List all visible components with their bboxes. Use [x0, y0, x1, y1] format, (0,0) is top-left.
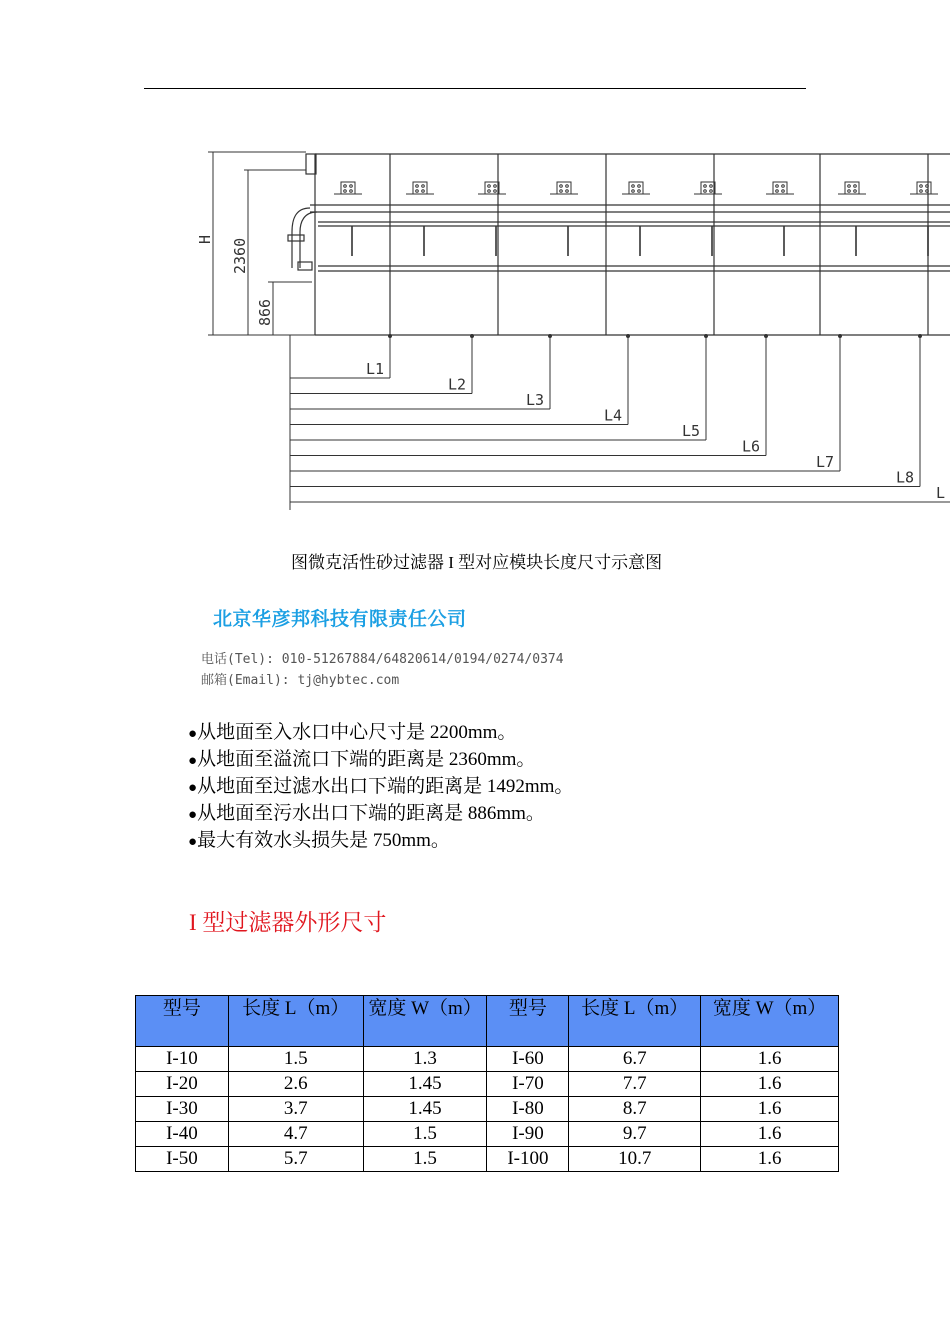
table-cell: 1.5 — [363, 1147, 487, 1172]
table-cell: 1.5 — [363, 1122, 487, 1147]
table-cell: 10.7 — [569, 1147, 701, 1172]
length-anchor-dot — [548, 334, 552, 338]
tank-outline — [288, 154, 950, 335]
table-cell: 1.6 — [701, 1047, 839, 1072]
spec-bullets — [188, 720, 573, 855]
table-cell: I-60 — [487, 1047, 569, 1072]
length-anchor-dot — [388, 334, 392, 338]
company-email: 邮箱(Email): tj@hybtec.com — [201, 673, 400, 688]
header-model: 型号 — [487, 996, 569, 1047]
table-row — [136, 1072, 839, 1097]
table-cell: I-20 — [136, 1072, 229, 1097]
length-anchor-dot — [704, 334, 708, 338]
table-cell: 1.3 — [363, 1047, 487, 1072]
header-width: 宽度 W（m） — [701, 996, 839, 1047]
table-cell: I-70 — [487, 1072, 569, 1097]
filter-dimension-drawing — [196, 140, 950, 510]
table-cell: 1.6 — [701, 1122, 839, 1147]
table-cell: 3.7 — [228, 1097, 363, 1122]
length-label: L3 — [526, 391, 545, 409]
table-cell: I-50 — [136, 1147, 229, 1172]
table-cell: 1.6 — [701, 1147, 839, 1172]
table-header-row — [136, 996, 839, 1047]
dim-866: 866 — [256, 298, 274, 326]
length-lines — [290, 334, 950, 502]
length-label: L5 — [682, 422, 701, 440]
table-row — [136, 1097, 839, 1122]
length-label: L2 — [448, 375, 467, 394]
nozzle-row — [334, 182, 938, 194]
length-anchor-dot — [764, 334, 768, 338]
length-label: L — [936, 484, 946, 502]
table-row — [136, 1122, 839, 1147]
height-symbol: H — [196, 234, 214, 244]
header-rule — [144, 88, 806, 89]
table-cell: I-30 — [136, 1097, 229, 1122]
table-cell: I-90 — [487, 1122, 569, 1147]
bullet-item: ● 从地面至污水出口下端的距离是 886mm。 — [188, 801, 573, 828]
section-title: I 型过滤器外形尺寸 — [189, 910, 387, 935]
figure-caption: 图微克活性砂过滤器 I 型对应模块长度尺寸示意图 — [291, 553, 663, 572]
table-cell: 2.6 — [228, 1072, 363, 1097]
length-anchor-dot — [470, 334, 474, 338]
table-cell: 1.6 — [701, 1097, 839, 1122]
drop-pipes — [352, 226, 928, 256]
table-cell: 6.7 — [569, 1047, 701, 1072]
bullet-item: ● 从地面至过滤水出口下端的距离是 1492mm。 — [188, 774, 573, 801]
length-label: L1 — [366, 360, 385, 378]
table-cell: 1.5 — [228, 1047, 363, 1072]
table-cell: 1.45 — [363, 1072, 487, 1097]
length-label: L7 — [816, 453, 835, 471]
length-label: L6 — [742, 437, 761, 456]
table-cell: 9.7 — [569, 1122, 701, 1147]
length-label: L8 — [896, 468, 915, 487]
table-row — [136, 1047, 839, 1072]
bullet-item: ● 从地面至溢流口下端的距离是 2360mm。 — [188, 747, 573, 774]
header-width: 宽度 W（m） — [363, 996, 487, 1047]
table-cell: I-40 — [136, 1122, 229, 1147]
company-name: 北京华彦邦科技有限责任公司 — [213, 608, 467, 630]
table-cell: I-100 — [487, 1147, 569, 1172]
length-anchor-dot — [626, 334, 630, 338]
company-tel: 电话(Tel): 010-51267884/64820614/0194/0274/0374 — [201, 652, 564, 667]
bullet-item: ● 从地面至入水口中心尺寸是 2200mm。 — [188, 720, 573, 747]
table-cell: 1.6 — [701, 1072, 839, 1097]
dim-2360: 2360 — [231, 237, 249, 274]
table-cell: 1.45 — [363, 1097, 487, 1122]
table-row — [136, 1147, 839, 1172]
header-length: 长度 L（m） — [228, 996, 363, 1047]
table-cell: 8.7 — [569, 1097, 701, 1122]
header-length: 长度 L（m） — [569, 996, 701, 1047]
table-cell: 5.7 — [228, 1147, 363, 1172]
dimension-table — [135, 995, 839, 1172]
length-anchor-dot — [918, 334, 922, 338]
header-model: 型号 — [136, 996, 229, 1047]
bullet-item: ● 最大有效水头损失是 750mm。 — [188, 828, 573, 855]
length-label: L4 — [604, 406, 623, 425]
length-anchor-dot — [838, 334, 842, 338]
table-cell: 4.7 — [228, 1122, 363, 1147]
table-cell: I-80 — [487, 1097, 569, 1122]
table-cell: I-10 — [136, 1047, 229, 1072]
table-cell: 7.7 — [569, 1072, 701, 1097]
